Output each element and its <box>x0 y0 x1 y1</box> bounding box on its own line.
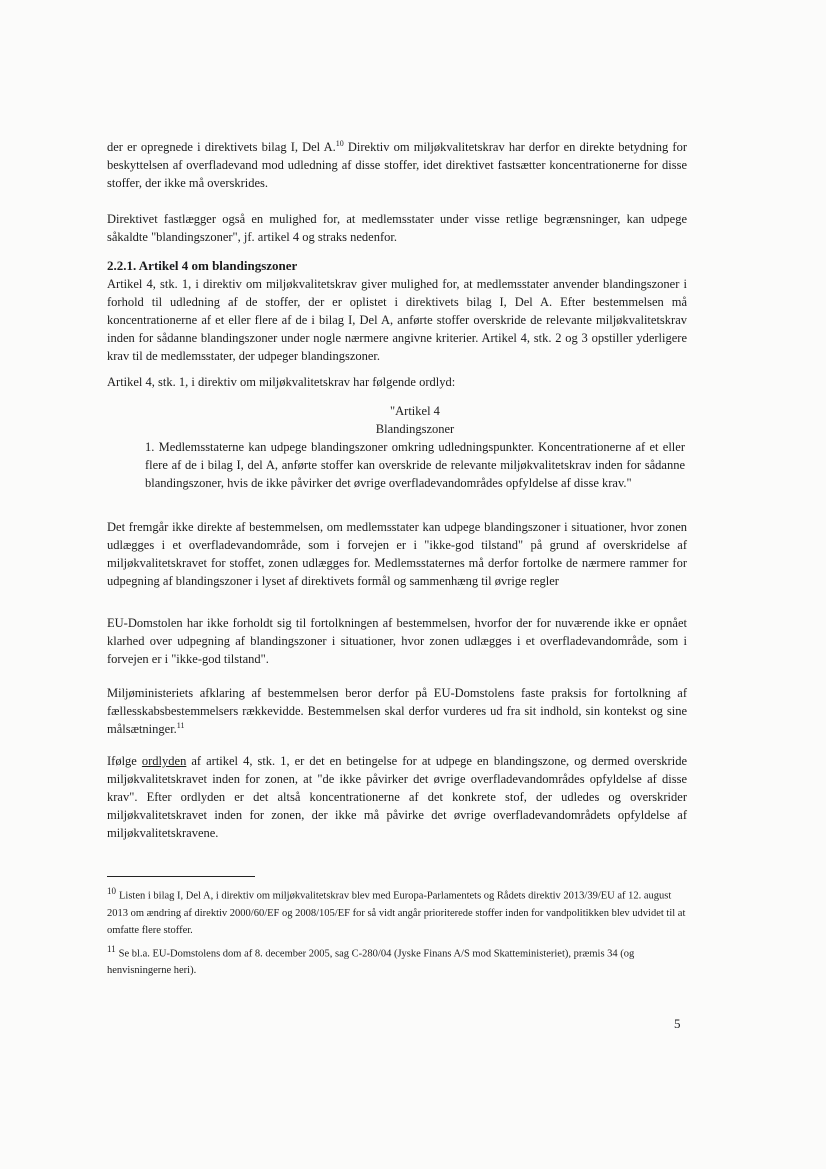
article-quote <box>145 402 685 492</box>
footnote-text: Listen i bilag I, Del A, i direktiv om miljøkvalitetskrav blev med Europa-Parlamentets og Rådets direktiv 2013/39/EU af 12. august 2013 om ændring af direktiv 2000/60/EF og 2008/105/EF for så vidt angår prioriterede stoffer inden for vandpolitikken blev udvidet til at omfatte flere stoffer. <box>107 890 686 936</box>
paragraph-text: Ifølge <box>107 754 142 768</box>
paragraph-text: EU-Domstolen har ikke forholdt sig til fortolkningen af bestemmelsen, hvorfor der for nuværende ikke er opnået klarhed over udpegning af blandingszoner i situationer, hvor zonen udlægges i et overfladevandområde, som i forvejen er i "ikke-god tilstand". <box>107 616 687 666</box>
paragraph-text: Det fremgår ikke direkte af bestemmelsen, om medlemsstater kan udpege blandingszoner i situationer, hvor zonen udlægges i et overfladevandområde, som i forvejen er i "ikke-god tilstand" på grund af overskridelse af miljøkvalitetskravet for stoffet, zonen udlægges for. Medlemsstaternes må derfor fortolke de nærmere rammer for udpegning af blandingszoner i lyset af direktivets formål og sammenhæng til øvrige regler <box>107 520 687 588</box>
page-number: 5 <box>674 1016 681 1031</box>
paragraph-blandingszoner-intro <box>107 210 687 246</box>
paragraph-text: Direktiv om miljøkvalitetskrav har derfor en direkte betydning for beskyttelsen af overfladevand mod udledning af disse stoffer, idet direktivet fastsætter koncentrationerne for disse stoffer, der ikke må overskrides. <box>107 140 688 190</box>
paragraph-text: af artikel 4, stk. 1, er det en betingelse for at udpege en blandingszone, og dermed overskride miljøkvalitetskravet inden for zonen, at "de ikke påvirker det øvrige overfladevandområdes opfyldelse af disse krav". Efter ordlyden er det altså koncentrationerne af det konkrete stof, der udledes og overskrider miljøkvalitetskravet inden for zonen, der ikke må påvirke det øvrige overfladevandområdets opfyldelse af miljøkvalitetskravene. <box>107 754 687 840</box>
paragraph-text: Direktivet fastlægger også en mulighed for, at medlemsstater under visse retlige begrænsninger, kan udpege såkaldte "blandingszoner", jf. artikel 4 og straks nedenfor. <box>107 212 687 244</box>
footnote-number: 11 <box>107 943 116 954</box>
footnote-divider <box>107 876 255 877</box>
quote-item: 1. Medlemsstaterne kan udpege blandingszoner omkring udledningspunkter. Koncentrationerne af et eller flere af de i bilag I, del A, anførte stoffer kan overskride de relevante miljøkvalitetskrav inden for sådanne blandingszoner, hvis de ikke påvirker det øvrige overfladevandområdes opfyldelse af disse krav." <box>145 440 685 490</box>
section-heading: 2.2.1. Artikel 4 om blandingszoner <box>107 258 298 273</box>
paragraph-text: Artikel 4, stk. 1, i direktiv om miljøkvalitetskrav har følgende ordlyd: <box>107 375 456 389</box>
paragraph-text: der er opregnede i direktivets bilag I, Del A. <box>107 140 336 154</box>
quote-title: "Artikel 4 <box>390 404 440 418</box>
footnote-ref-11: 11 <box>176 720 185 730</box>
paragraph-wording-intro <box>107 373 687 391</box>
paragraph-eu-court <box>107 614 687 668</box>
paragraph-text: Artikel 4, stk. 1, i direktiv om miljøkvalitetskrav giver mulighed for, at medlemsstater anvender blandingszoner i forhold til udledning af de stoffer, der er oplistet i direktivets bilag I, Del A. Efter bestemmelsen må koncentrationerne af et eller flere af de i bilag I, Del A, anførte stoffer overskride de relevante miljøkvalitetskrav inden for sådanne blandingszoner under nogle nærmere angivne kriterier. Artikel 4, stk. 2 og 3 opstiller yderligere krav til de medlemsstater, der udpeger blandingszoner. <box>107 277 687 363</box>
paragraph-intro <box>107 138 687 192</box>
footnote-10 <box>107 883 687 939</box>
footnote-number: 10 <box>107 886 116 896</box>
footnote-11 <box>107 941 687 980</box>
paragraph-ministry <box>107 684 687 738</box>
underlined-word: ordlyden <box>141 754 187 768</box>
paragraph-wording <box>107 752 687 842</box>
section-article-4 <box>107 257 687 365</box>
footnote-ref-10: 10 <box>335 138 344 148</box>
footnote-text: Se bl.a. EU-Domstolens dom af 8. december 2005, sag C-280/04 (Jyske Finans A/S mod Skatteministeriet), præmis 34 (og henvisningerne heri). <box>107 948 635 976</box>
footnotes <box>107 883 687 981</box>
paragraph-interpretation <box>107 518 687 590</box>
paragraph-text: Miljøministeriets afklaring af bestemmelsen beror derfor på EU-Domstolens faste praksis for fortolkning af fællesskabsbestemmelsers rækkevidde. Bestemmelsen skal derfor vurderes ud fra sit indhold, sin kontekst og sine målsætninger. <box>107 686 687 736</box>
quote-subtitle: Blandingszoner <box>375 422 455 436</box>
